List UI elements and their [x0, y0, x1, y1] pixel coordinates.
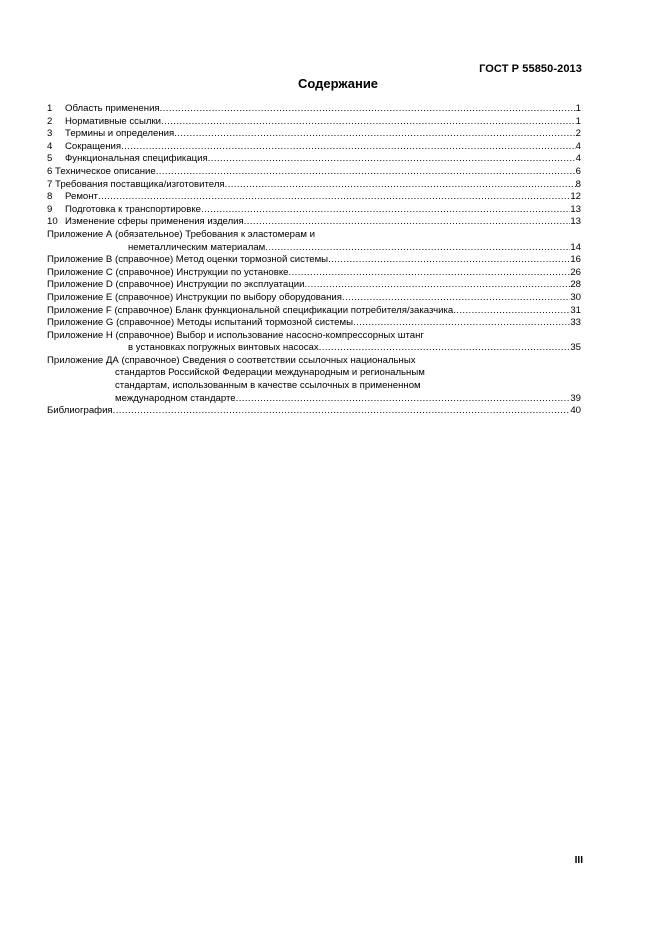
toc-entry-10[interactable]: 10 Изменение сферы применения изделия ..... 13 [47, 216, 581, 229]
toc-entry-annex-da[interactable]: Приложение ДА (справочное) Сведения о соответствии ссылочных национальных [47, 354, 416, 366]
page-title: Содержание [297, 76, 379, 91]
toc-entry-annex-h-cont[interactable]: в установках погружных винтовых насосах ..... 35 [47, 342, 581, 355]
toc-entry-annex-h[interactable]: Приложение Н (справочное) Выбор и использование насосно-компрессорных штанг [47, 329, 424, 341]
page-number: III [574, 855, 583, 866]
toc-entry-6[interactable]: 6 Техническое описание ..... 6 [47, 166, 581, 179]
toc-entry-annex-c[interactable]: Приложение С (справочное) Инструкции по установке ..... 26 [47, 267, 581, 280]
toc-entry-bibliography[interactable]: Библиография ..... 40 [47, 405, 581, 418]
toc-entry-annex-a-cont[interactable]: неметаллическим материалам ..... 14 [47, 242, 581, 255]
toc-entry-9[interactable]: 9 Подготовка к транспортировке ..... 13 [47, 204, 581, 217]
toc-entry-4[interactable]: 4 Сокращения ..... 4 [47, 141, 581, 154]
toc-entry-5[interactable]: 5 Функциональная спецификация ..... 4 [47, 153, 581, 166]
toc-entry-annex-b[interactable]: Приложение В (справочное) Метод оценки тормозной системы ..... 16 [47, 254, 581, 267]
toc-entry-1[interactable]: 1 Область применения ..... 1 [47, 103, 581, 116]
toc-entry-annex-da-cont-1[interactable]: стандартов Российской Федерации международным и региональным [115, 367, 425, 379]
standard-code: ГОСТ Р 55850-2013 [479, 63, 582, 75]
toc-entry-2[interactable]: 2 Нормативные ссылки ..... 1 [47, 116, 581, 129]
toc-entry-annex-a[interactable]: Приложение А (обязательное) Требования к эластомерам и [47, 228, 315, 240]
toc-entry-annex-d[interactable]: Приложение D (справочное) Инструкции по эксплуатации ..... 28 [47, 279, 581, 292]
toc-entry-8[interactable]: 8 Ремонт ..... 12 [47, 191, 581, 204]
toc-entry-7[interactable]: 7 Требования поставщика/изготовителя ..... 8 [47, 179, 581, 192]
toc-entry-annex-e[interactable]: Приложение Е (справочное) Инструкции по выбору оборудования ..... 30 [47, 292, 581, 305]
toc-entry-annex-g[interactable]: Приложение G (справочное) Методы испытаний тормозной системы ..... 33 [47, 317, 581, 330]
toc-entry-annex-da-cont-3[interactable]: международном стандарте ..... 39 [47, 393, 581, 406]
toc-entry-annex-f[interactable]: Приложение F (справочное) Бланк функциональной спецификации потребителя/заказчика ..... 31 [47, 305, 581, 318]
toc-entry-annex-da-cont-2[interactable]: стандартам, использованным в качестве ссылочных в примененном [115, 380, 421, 392]
toc-entry-3[interactable]: 3 Термины и определения ..... 2 [47, 128, 581, 141]
table-of-contents [47, 103, 581, 418]
